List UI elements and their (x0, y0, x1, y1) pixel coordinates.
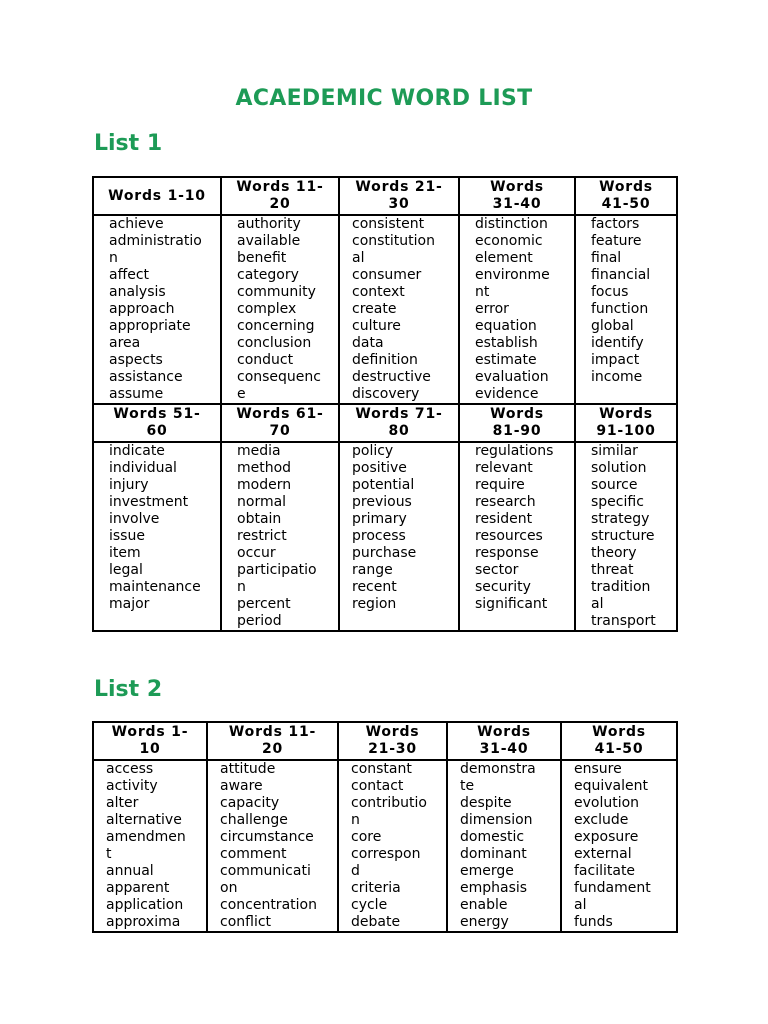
column-header: Words 1-10 (93, 177, 221, 215)
header-row (93, 177, 677, 215)
word-column: constant contact contributio n core correspon d criteria cycle debate (338, 760, 447, 932)
header-row (93, 722, 677, 760)
word-column: access activity alter alternative amendmen t annual apparent application approxima (93, 760, 207, 932)
column-header: Words 61- 70 (221, 404, 339, 442)
word-column: policy positive potential previous primary process purchase range recent region (339, 442, 459, 631)
word-column: demonstra te despite dimension domestic dominant emerge emphasis enable energy (447, 760, 561, 932)
column-header: Words 31-40 (459, 177, 575, 215)
word-column: indicate individual injury investment involve issue item legal maintenance major (93, 442, 221, 631)
word-column: factors feature final financial focus function global identify impact income (575, 215, 677, 404)
list-2-table (92, 721, 678, 933)
column-header: Words 41-50 (575, 177, 677, 215)
list-1-heading: List 1 (94, 131, 163, 156)
column-header: Words 1- 10 (93, 722, 207, 760)
word-column: media method modern normal obtain restrict occur participatio n percent period (221, 442, 339, 631)
word-column: regulations relevant require research resident resources response sector security significant (459, 442, 575, 631)
column-header: Words 51- 60 (93, 404, 221, 442)
column-header: Words 41-50 (561, 722, 677, 760)
column-header: Words 11- 20 (207, 722, 338, 760)
word-column: achieve administratio n affect analysis approach appropriate area aspects assistance assume (93, 215, 221, 404)
word-column: similar solution source specific strategy structure theory threat tradition al transport (575, 442, 677, 631)
word-column: authority available benefit category community complex concerning conclusion conduct consequenc e (221, 215, 339, 404)
word-column: consistent constitution al consumer context create culture data definition destructive discovery (339, 215, 459, 404)
column-header: Words 91-100 (575, 404, 677, 442)
word-column: ensure equivalent evolution exclude exposure external facilitate fundament al funds (561, 760, 677, 932)
document-title: ACAEDEMIC WORD LIST (235, 86, 533, 111)
word-row (93, 760, 677, 932)
column-header: Words 71- 80 (339, 404, 459, 442)
word-column: distinction economic element environme nt error equation establish estimate evaluation evidence (459, 215, 575, 404)
column-header: Words 81-90 (459, 404, 575, 442)
list-2-heading: List 2 (94, 677, 163, 702)
column-header: Words 31-40 (447, 722, 561, 760)
column-header: Words 11- 20 (221, 177, 339, 215)
list-1-table (92, 176, 678, 632)
word-row (93, 442, 677, 631)
column-header: Words 21-30 (338, 722, 447, 760)
header-row (93, 404, 677, 442)
column-header: Words 21- 30 (339, 177, 459, 215)
word-column: attitude aware capacity challenge circumstance comment communicati on concentration conflict (207, 760, 338, 932)
word-row (93, 215, 677, 404)
